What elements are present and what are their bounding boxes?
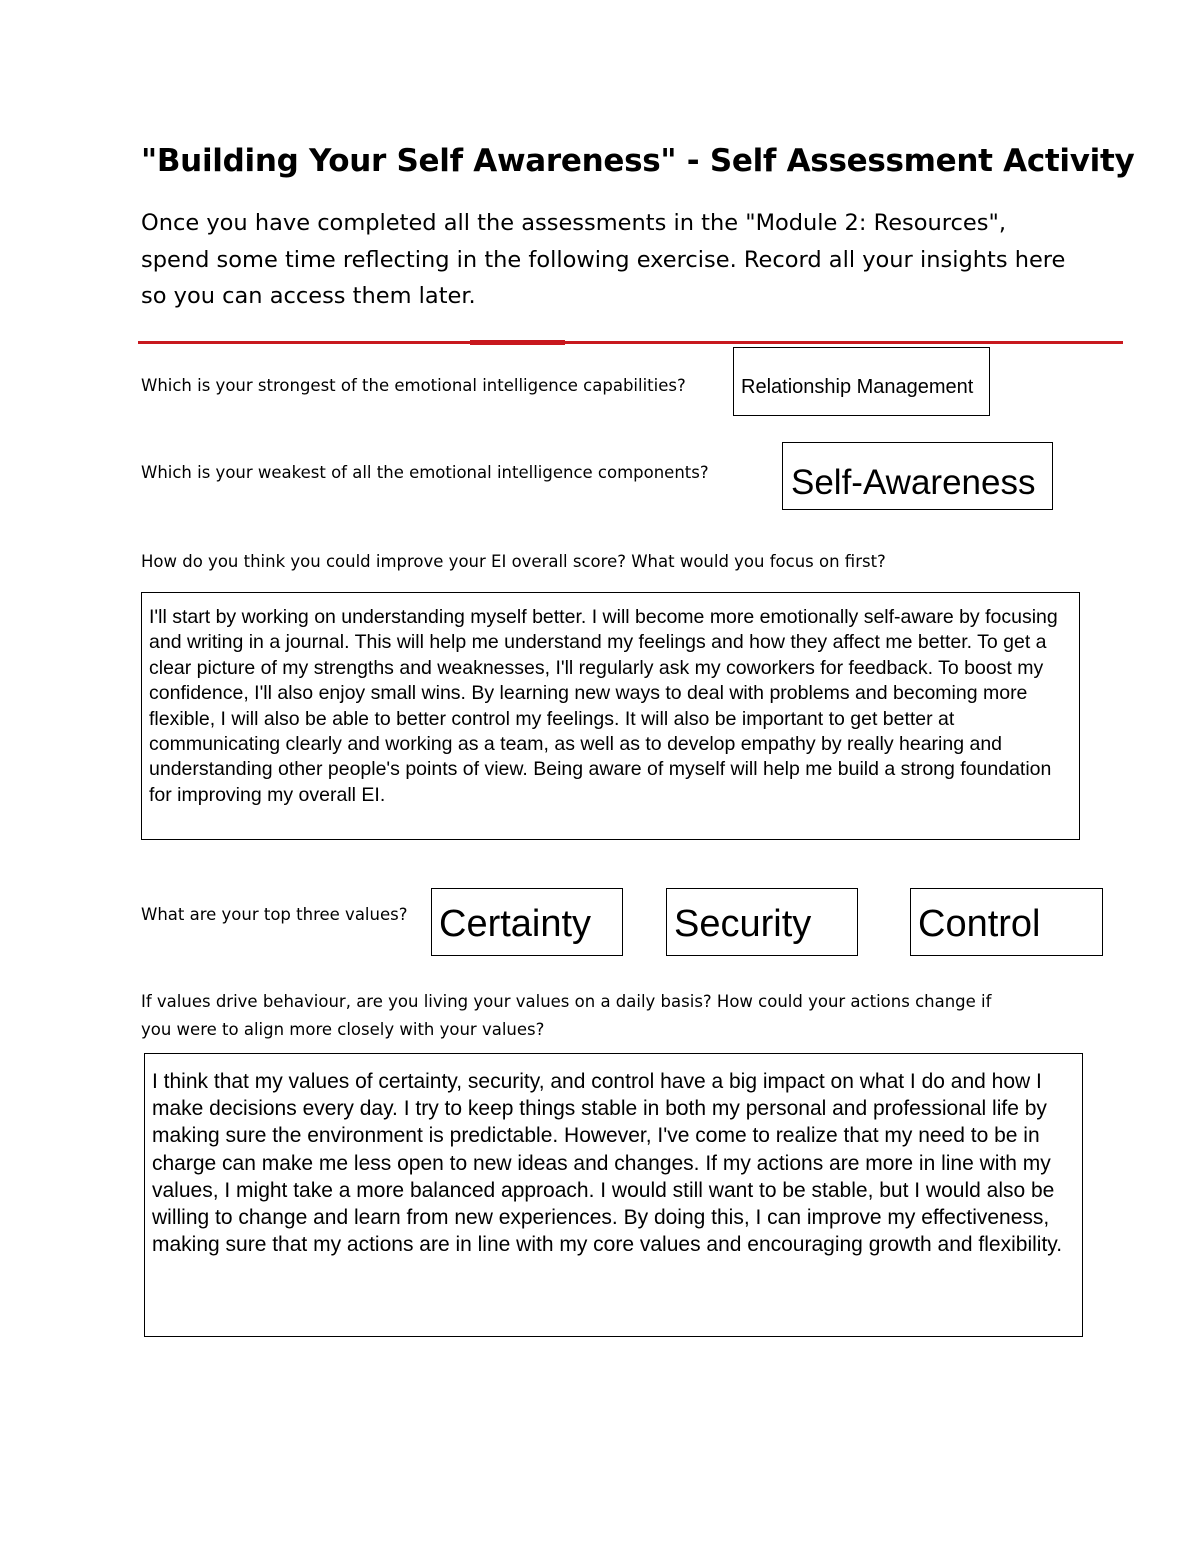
section-divider (138, 341, 1123, 344)
weakest-answer-field[interactable]: Self-Awareness (782, 442, 1053, 510)
value-2-field[interactable]: Security (666, 888, 858, 956)
strongest-answer-field[interactable]: Relationship Management (733, 347, 990, 416)
question-line: If values drive behaviour, are you living your values on a daily basis? How could your actions change if (141, 992, 992, 1011)
intro-line: Once you have completed all the assessments in the "Module 2: Resources", (141, 210, 1006, 236)
intro-paragraph (141, 205, 1071, 315)
improve-answer-field[interactable]: I'll start by working on understanding myself better. I will become more emotionally self-aware by focusing and writing in a journal. This will help me understand my feelings and how they affect me better. To get a clear picture of my strengths and weaknesses, I'll regularly ask my coworkers for feedback. To boost my confidence, I'll also enjoy small wins. By learning new ways to deal with problems and becoming more flexible, I will also be able to better control my feelings. It will also be important to get better at communicating clearly and working as a team, as well as to develop empathy by really hearing and understanding other people's points of view. Being aware of myself will help me build a strong foundation for improving my overall EI. (141, 592, 1080, 840)
values-question-label: What are your top three values? (141, 905, 408, 924)
page-title: "Building Your Self Awareness" - Self Assessment Activity (141, 143, 1135, 179)
value-3-field[interactable]: Control (910, 888, 1103, 956)
intro-line: so you can access them later. (141, 283, 476, 309)
value-1-field[interactable]: Certainty (431, 888, 623, 956)
weakest-question-label: Which is your weakest of all the emotional intelligence components? (141, 463, 709, 482)
section-divider-accent (470, 340, 565, 345)
strongest-question-label: Which is your strongest of the emotional intelligence capabilities? (141, 376, 686, 395)
question-line: you were to align more closely with your values? (141, 1020, 545, 1039)
intro-line: spend some time reflecting in the following exercise. Record all your insights here (141, 246, 1066, 273)
living-values-question-label (141, 988, 991, 1044)
improve-question-label: How do you think you could improve your EI overall score? What would you focus on first? (141, 552, 886, 571)
living-values-answer-field[interactable]: I think that my values of certainty, security, and control have a big impact on what I do and how I make decisions every day. I try to keep things stable in both my personal and professional life by making sure the environment is predictable. However, I've come to realize that my need to be in charge can make me less open to new ideas and changes. If my actions are more in line with my values, I might take a more balanced approach. I would still want to be stable, but I would also be willing to change and learn from new experiences. By doing this, I can improve my effectiveness, making sure that my actions are in line with my core values and encouraging growth and flexibility. (144, 1053, 1083, 1337)
